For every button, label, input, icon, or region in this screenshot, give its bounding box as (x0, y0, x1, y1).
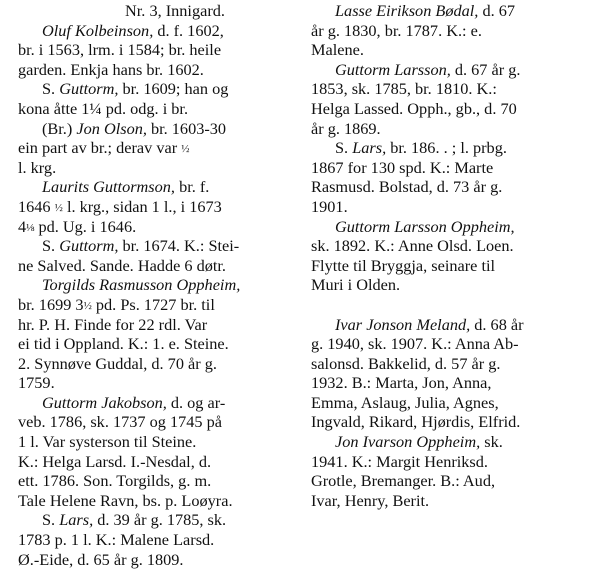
text-run: pd. Ug. i 1646. (34, 216, 137, 236)
text-line: Ingvald, Rikard, Hjørdis, Elfrid. (311, 412, 521, 432)
text-line (18, 275, 296, 295)
person-name: Lasse Eirikson Bødal, (335, 1, 479, 20)
text-line: 2. Synnøve Guddal, d. 70 år g. (18, 353, 217, 373)
text-run: d. 68 år (470, 314, 524, 334)
text-run: br. 1603-30 (146, 118, 227, 138)
text-line: Ivar, Henry, Berit. (311, 490, 430, 510)
text-line: 1 l. Var systerson til Steine. (18, 432, 197, 452)
text-line: 1867 for 130 spd. K.: Marte (311, 157, 494, 177)
text-line (18, 138, 296, 158)
text-line: 1932. B.: Marta, Jon, Anna, (311, 373, 492, 393)
text-line (311, 1, 589, 21)
left-column (18, 1, 296, 569)
person-name: Guttorm, (59, 79, 119, 99)
text-run: S. (42, 79, 60, 99)
text-run: l. krg., sidan 1 l., i 1673 (62, 196, 222, 216)
text-line (311, 432, 589, 452)
text-line (311, 315, 589, 335)
text-line: Emma, Aslaug, Julia, Agnes, (311, 392, 499, 412)
text-line: salonsd. Bakkelid, d. 57 år g. (311, 353, 501, 373)
text-run: br. 1699 3 (18, 294, 84, 314)
text-line: l. krg. (18, 157, 57, 177)
right-column (311, 1, 589, 510)
text-line (311, 217, 589, 237)
person-name: Guttorm Jakobson, (42, 392, 167, 412)
text-run: 1646 (18, 196, 55, 216)
text-line (18, 510, 296, 530)
person-name: Guttorm Larsson, (335, 59, 451, 79)
person-name: Oluf Kolbeinson, (42, 20, 154, 40)
person-name: Guttorm Larsson Oppheim, (335, 216, 515, 236)
person-name: Lars, (352, 138, 387, 158)
text-run: S. (42, 236, 60, 256)
text-run: d. 67 (478, 1, 516, 20)
text-line: 1783 p. 1 l. K.: Malene Larsd. (18, 530, 215, 550)
text-run: d. 39 år g. 1785, sk. (93, 510, 227, 530)
person-name: Ivar Jonson Meland, (335, 314, 471, 334)
fraction: ½ (181, 143, 190, 156)
fraction: ½ (83, 299, 92, 312)
text-run: br. f. (175, 177, 210, 197)
text-line: 1941. K.: Margit Henriksd. (311, 451, 488, 471)
person-name: Jon Olson, (76, 118, 147, 138)
text-line: ett. 1786. Son. Torgilds, g. m. (18, 471, 212, 491)
text-line (18, 236, 296, 256)
text-line: g. 1940, sk. 1907. K.: Anna Ab- (311, 334, 519, 354)
text-run: br. 186. . ; l. prbg. (386, 138, 507, 158)
text-run: (Br.) (42, 118, 77, 138)
text-line: Helga Lassed. Opph., gb., d. 70 (311, 98, 517, 118)
text-line: garden. Enkja hans br. 1602. (18, 59, 204, 79)
text-line: Muri i Olden. (311, 275, 401, 295)
text-line: Malene. (311, 40, 364, 60)
text-line: ne Salved. Sande. Hadde 6 døtr. (18, 255, 226, 275)
fraction: ½ (54, 201, 63, 214)
text-run: 4 (18, 216, 27, 236)
section-heading: Nr. 3, Innigard. (125, 1, 225, 20)
text-run: sk. (480, 432, 503, 452)
person-name: Lars, (59, 510, 94, 530)
text-line (18, 177, 296, 197)
text-line: 1853, sk. 1785, br. 1810. K.: (311, 79, 497, 99)
text-line: veb. 1786, sk. 1737 og 1745 på (18, 412, 222, 432)
person-name: Torgilds Rasmusson Oppheim, (42, 275, 241, 295)
text-line: Flytte til Bryggja, seinare til (311, 255, 496, 275)
person-name: Laurits Guttormson, (42, 177, 175, 197)
text-line: Ø.-Eide, d. 65 år g. 1809. (18, 549, 184, 569)
text-line (18, 119, 296, 139)
person-name: Jon Ivarson Oppheim, (335, 432, 481, 452)
text-line (18, 217, 296, 237)
text-line: Tale Helene Ravn, bs. p. Loøyra. (18, 490, 233, 510)
text-line: K.: Helga Larsd. I.-Nesdal, d. (18, 451, 212, 471)
text-line: kona åtte 1¼ pd. odg. i br. (18, 98, 189, 118)
text-run: d. 67 år g. (450, 59, 521, 79)
text-line: ei tid i Oppland. K.: 1. e. Steine. (18, 334, 229, 354)
text-line: hr. P. H. Finde for 22 rdl. Var (18, 314, 208, 334)
fraction: ⅛ (26, 221, 35, 234)
text-run: pd. Ps. 1727 br. til (91, 294, 215, 314)
text-line: Rasmusd. Bolstad, d. 73 år g. (311, 177, 503, 197)
text-line (18, 197, 296, 217)
text-line (311, 138, 589, 158)
text-line: 1759. (18, 373, 55, 393)
text-run: d. f. 1602, (153, 20, 224, 40)
person-name: Guttorm, (59, 236, 119, 256)
text-line (18, 295, 296, 315)
text-run: br. 1609; han og (118, 79, 229, 99)
paragraph-gap (311, 295, 589, 315)
text-line: år g. 1830, br. 1787. K.: e. (311, 20, 482, 40)
text-line (18, 79, 296, 99)
text-line: 1901. (311, 196, 348, 216)
text-line: år g. 1869. (311, 118, 381, 138)
text-run: br. 1674. K.: Stei- (118, 236, 240, 256)
text-line (311, 60, 589, 80)
text-run: S. (335, 138, 353, 158)
text-line: br. i 1563, lrm. i 1584; br. heile (18, 40, 222, 60)
text-line (18, 393, 296, 413)
text-run: ein part av br.; derav var (18, 138, 182, 158)
text-line: Grotle, Bremanger. B.: Aud, (311, 471, 496, 491)
text-line (18, 21, 296, 41)
text-run: S. (42, 510, 60, 530)
text-run: d. og ar- (166, 392, 226, 412)
text-line: sk. 1892. K.: Anne Olsd. Loen. (311, 236, 514, 256)
